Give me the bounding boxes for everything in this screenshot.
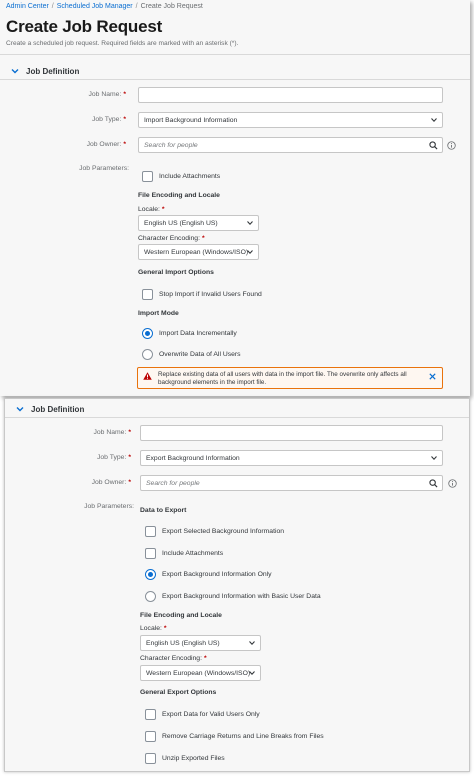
- job-type-label: Job Type: *: [96, 454, 131, 461]
- job-owner-label: Job Owner: *: [91, 479, 131, 486]
- locale-value: English US (English US): [144, 219, 218, 227]
- checkbox-box[interactable]: [142, 289, 153, 300]
- breadcrumb-admin-center[interactable]: Admin Center: [6, 3, 49, 10]
- search-icon[interactable]: [429, 479, 438, 488]
- radio-label: Overwrite Data of All Users: [159, 351, 241, 358]
- locale-label: Locale: *: [140, 625, 167, 632]
- chevron-down-icon: [247, 221, 253, 225]
- checkbox-label: Include Attachments: [159, 173, 221, 180]
- overwrite-warning-message: [137, 367, 443, 389]
- stop-import-invalid-users-checkbox[interactable]: [142, 289, 262, 300]
- page-title: Create Job Request: [6, 17, 163, 36]
- breadcrumb-current: Create Job Request: [140, 3, 203, 10]
- radio-unselected[interactable]: [145, 591, 156, 602]
- divider: [0, 54, 470, 55]
- job-type-value: Import Background Information: [144, 116, 238, 124]
- locale-value: English US (English US): [146, 639, 220, 647]
- job-owner-placeholder: Search for people: [146, 479, 200, 487]
- character-encoding-value: Western European (Windows/ISO): [146, 669, 251, 677]
- radio-selected[interactable]: [145, 569, 156, 580]
- file-encoding-heading: File Encoding and Locale: [138, 192, 220, 199]
- job-owner-search-input[interactable]: [140, 475, 443, 491]
- locale-select[interactable]: [140, 635, 261, 651]
- info-icon[interactable]: [447, 141, 456, 150]
- close-icon[interactable]: [429, 373, 436, 380]
- info-icon[interactable]: [448, 479, 457, 488]
- section-header-job-definition[interactable]: [15, 404, 84, 414]
- job-parameters-label: Job Parameters:: [79, 165, 129, 172]
- breadcrumb: Admin Center / Scheduled Job Manager / Create Job Request: [6, 3, 203, 10]
- section-title: Job Definition: [31, 404, 85, 414]
- job-owner-placeholder: Search for people: [144, 141, 198, 149]
- chevron-down-icon: [249, 641, 255, 645]
- checkbox-label: Unzip Exported Files: [162, 755, 225, 762]
- job-name-label: Job Name: *: [88, 91, 126, 98]
- chevron-down-icon: [15, 404, 25, 414]
- character-encoding-value: Western European (Windows/ISO): [144, 248, 249, 256]
- chevron-down-icon: [247, 250, 253, 254]
- warning-text: Replace existing data of all users with data in the import file. The overwrite only affects all background elements in the import file.: [158, 371, 407, 386]
- checkbox-label: Export Data for Valid Users Only: [162, 711, 260, 718]
- locale-select[interactable]: [138, 215, 259, 231]
- character-encoding-label: Character Encoding: *: [138, 235, 205, 242]
- job-name-input[interactable]: [140, 425, 443, 441]
- unzip-exported-files-checkbox[interactable]: [145, 753, 225, 764]
- breadcrumb-scheduled-job-manager[interactable]: Scheduled Job Manager: [56, 3, 133, 10]
- import-incrementally-radio[interactable]: [142, 328, 237, 339]
- general-import-options-heading: General Import Options: [138, 269, 214, 276]
- remove-line-breaks-checkbox[interactable]: [145, 731, 324, 742]
- locale-label: Locale: *: [138, 206, 165, 213]
- section-title: Job Definition: [26, 66, 80, 76]
- import-mode-heading: Import Mode: [138, 310, 179, 317]
- checkbox-label: Include Attachments: [162, 550, 224, 557]
- radio-label: Import Data Incrementally: [159, 330, 237, 337]
- job-parameters-label: Job Parameters:: [84, 503, 134, 510]
- job-type-select[interactable]: [140, 450, 443, 466]
- divider: [5, 417, 469, 418]
- job-type-select[interactable]: [138, 112, 443, 128]
- job-owner-label: Job Owner: *: [86, 141, 126, 148]
- radio-unselected[interactable]: [142, 349, 153, 360]
- checkbox-box[interactable]: [145, 753, 156, 764]
- export-background-only-radio[interactable]: [145, 569, 272, 580]
- export-with-basic-user-data-radio[interactable]: [145, 591, 321, 602]
- checkbox-box[interactable]: [145, 731, 156, 742]
- checkbox-label: Stop Import if Invalid Users Found: [159, 291, 262, 298]
- radio-label: Export Background Information with Basic User Data: [162, 593, 321, 600]
- chevron-down-icon: [10, 66, 20, 76]
- data-to-export-heading: Data to Export: [140, 507, 187, 514]
- radio-label: Export Background Information Only: [162, 571, 272, 578]
- general-export-options-heading: General Export Options: [140, 689, 217, 696]
- warning-icon: [143, 372, 152, 380]
- export-job-panel: [4, 398, 470, 772]
- checkbox-label: Remove Carriage Returns and Line Breaks from Files: [162, 733, 324, 740]
- divider: [0, 79, 470, 80]
- chevron-down-icon: [249, 671, 255, 675]
- chevron-down-icon: [431, 456, 437, 460]
- include-attachments-checkbox[interactable]: [142, 171, 220, 182]
- checkbox-box[interactable]: [145, 526, 156, 537]
- job-name-input[interactable]: [138, 87, 443, 103]
- file-encoding-heading: File Encoding and Locale: [140, 612, 222, 619]
- chevron-down-icon: [431, 118, 437, 122]
- checkbox-box[interactable]: [142, 171, 153, 182]
- page-subtitle: Create a scheduled job request. Required fields are marked with an asterisk (*).: [6, 40, 239, 47]
- checkbox-box[interactable]: [145, 709, 156, 720]
- checkbox-box[interactable]: [145, 548, 156, 559]
- job-type-value: Export Background Information: [146, 454, 240, 462]
- character-encoding-label: Character Encoding: *: [140, 655, 207, 662]
- checkbox-label: Export Selected Background Information: [162, 528, 285, 535]
- character-encoding-select[interactable]: [138, 244, 259, 260]
- include-attachments-checkbox[interactable]: [145, 548, 223, 559]
- search-icon[interactable]: [429, 141, 438, 150]
- radio-selected[interactable]: [142, 328, 153, 339]
- job-type-label: Job Type: *: [91, 116, 126, 123]
- job-owner-search-input[interactable]: [138, 137, 443, 153]
- overwrite-all-users-radio[interactable]: [142, 349, 241, 360]
- section-header-job-definition[interactable]: [10, 66, 79, 76]
- job-name-label: Job Name: *: [93, 429, 131, 436]
- export-valid-users-only-checkbox[interactable]: [145, 709, 260, 720]
- character-encoding-select[interactable]: [140, 665, 261, 681]
- export-selected-background-checkbox[interactable]: [145, 526, 284, 537]
